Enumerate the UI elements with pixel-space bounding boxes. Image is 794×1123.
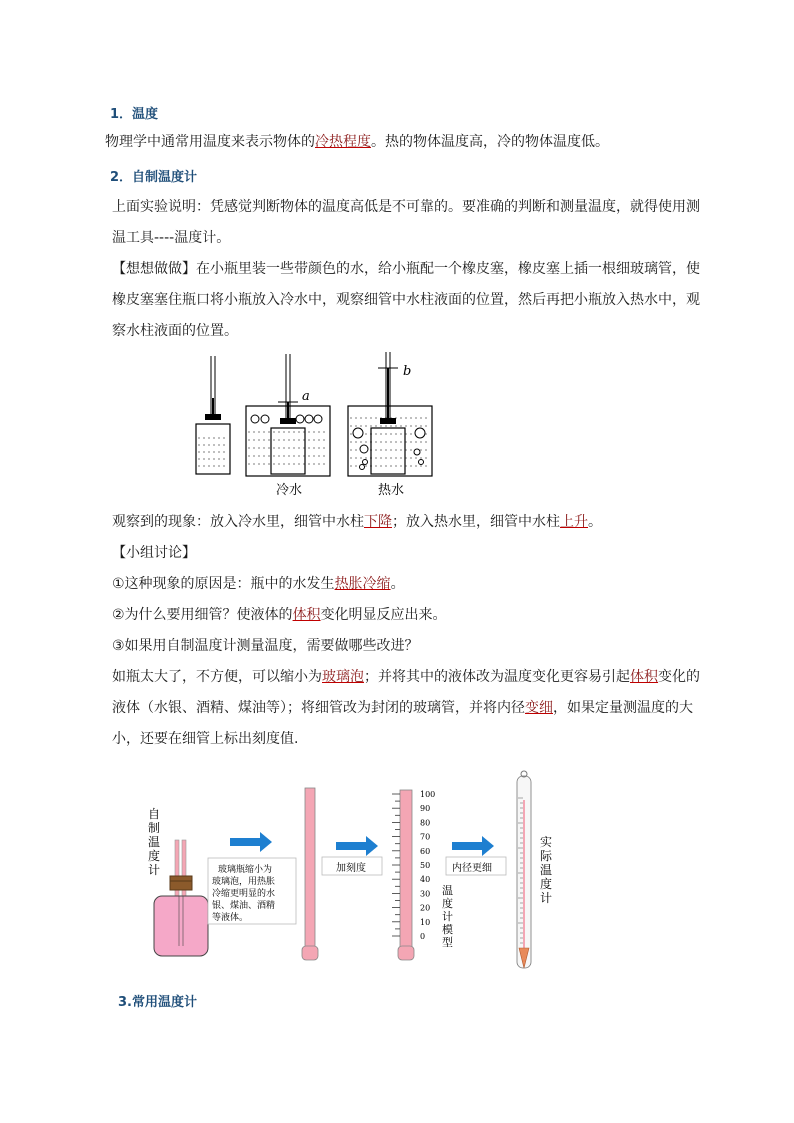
arrow-right-icon [230, 832, 272, 852]
label-char: 实 [540, 835, 553, 849]
bottle-plain [196, 356, 230, 474]
scale-tick-label: 70 [420, 832, 431, 842]
label-char: 自 [148, 807, 161, 821]
label-char: 型 [442, 936, 453, 949]
text-span: 物理学中通常用温度来表示物体的 [105, 134, 315, 150]
section2-intro: 上面实验说明：凭感觉判断物体的温度高低是不可靠的。要准确的判断和测量温度，就得使用测温工具----温度计。 [112, 199, 700, 246]
scale-tick-label: 60 [420, 846, 431, 856]
section3-heading: 3.常用温度计 [118, 995, 197, 1010]
question-2 [112, 600, 712, 631]
label-char: 计 [442, 910, 453, 923]
bottle-experiment-figure [188, 348, 448, 498]
arrow-right-icon [452, 836, 494, 856]
homemade-thermometer-bottle [154, 840, 208, 956]
homemade-label [148, 807, 160, 877]
label-char: 温 [148, 835, 161, 849]
cold-water-beaker [246, 354, 330, 476]
answer-fill: 体积 [292, 607, 321, 623]
note-line: 冷缩更明显的水 [212, 889, 276, 899]
real-thermometer [517, 771, 531, 968]
scale-tick-label: 90 [420, 804, 431, 814]
scale-tick-label: 10 [420, 917, 431, 927]
caption-cold-water: 冷水 [276, 483, 303, 498]
activity-label: 【想想做做】 [112, 261, 196, 277]
text-span: ②为什么要用细管？使液体的 [112, 607, 293, 623]
observation-text [112, 507, 712, 538]
scaled-thermometer-model [392, 790, 435, 960]
scale-tick-label: 30 [420, 889, 431, 899]
scale-tick-label: 0 [420, 932, 426, 941]
discussion-label: 【小组讨论】 [112, 545, 196, 561]
text-span: 观察到的现象：放入冷水里，细管中水柱 [112, 514, 364, 530]
section2-heading: 2．自制温度计 [110, 170, 198, 185]
note-box [208, 858, 296, 924]
answer-fill: 体积 [630, 669, 658, 685]
label-char: 模 [442, 923, 453, 936]
label-char: 计 [148, 863, 161, 877]
answer-fill: 冷热程度 [315, 134, 371, 150]
step-label-scale: 加刻度 [336, 863, 366, 874]
note-line: 玻璃瓶缩小为 [218, 865, 273, 875]
scale-tick-label: 20 [420, 903, 431, 913]
answer-paragraph [112, 662, 708, 755]
activity-paragraph [112, 254, 702, 347]
actual-label [540, 835, 553, 905]
scale-tick-label: 40 [420, 875, 431, 885]
text-span: ①这种现象的原因是：瓶中的水发生 [112, 576, 335, 592]
answer-fill: 上升 [560, 514, 588, 530]
question-3: ③如果用自制温度计测量温度，需要做哪些改进？ [112, 638, 419, 654]
scale-tick-label: 50 [420, 861, 431, 870]
section1-heading: 1．温度 [110, 107, 159, 122]
label-char: 计 [540, 891, 553, 905]
note-line: 银、煤油、酒精 [212, 901, 276, 911]
text-span: 如瓶太大了，不方便，可以缩小为 [112, 669, 322, 685]
text-span: 变化的液体（水银、酒精、煤油等）；将细管改为封闭的玻璃管，并将内径 [112, 669, 700, 716]
thermometer-evolution-figure [140, 770, 580, 975]
note-line: 等液体。 [212, 913, 249, 923]
caption-hot-water: 热水 [378, 483, 405, 498]
answer-fill: 热胀冷缩 [334, 576, 391, 592]
text-span: 。热的物体温度高，冷的物体温度低。 [371, 134, 609, 150]
label-char: 温 [540, 863, 553, 877]
level-label-a: a [302, 389, 310, 404]
step-label-thin: 内径更细 [452, 863, 492, 874]
arrow-right-icon [336, 836, 378, 856]
section1-text [105, 127, 705, 158]
level-label-b: b [403, 364, 412, 379]
text-span: 。 [588, 514, 602, 530]
question-1 [112, 569, 712, 600]
text-span: ；放入热水里，细管中水柱 [392, 514, 560, 530]
text-span: 。 [390, 576, 405, 592]
label-char: 度 [442, 897, 453, 910]
answer-fill: 下降 [364, 514, 392, 530]
answer-fill: 玻璃泡 [322, 669, 364, 685]
label-char: 际 [540, 849, 553, 863]
label-char: 度 [540, 877, 553, 891]
text-span: ，如果定量测温度的大小，还要在细管上标出刻度值. [112, 700, 693, 747]
hot-water-beaker [348, 352, 432, 476]
model-label [442, 884, 453, 949]
answer-fill: 变细 [525, 700, 553, 716]
label-char: 温 [442, 884, 453, 897]
glass-tube [302, 788, 318, 960]
label-char: 制 [148, 821, 161, 835]
text-span: ；并将其中的液体改为温度变化更容易引起 [364, 669, 630, 685]
label-char: 度 [148, 849, 161, 863]
note-line: 玻璃泡，用热胀 [212, 877, 276, 887]
activity-text: 在小瓶里装一些带颜色的水，给小瓶配一个橡皮塞，橡皮塞上插一根细玻璃管，使橡皮塞塞住瓶口将小瓶放入冷水中，观察细管中水柱液面的位置，然后再把小瓶放入热水中，观察水柱液面的位置。 [112, 261, 700, 339]
text-span: 变化明显反应出来。 [320, 607, 447, 623]
scale-tick-label: 100 [420, 790, 436, 799]
scale-tick-label: 80 [420, 818, 431, 828]
